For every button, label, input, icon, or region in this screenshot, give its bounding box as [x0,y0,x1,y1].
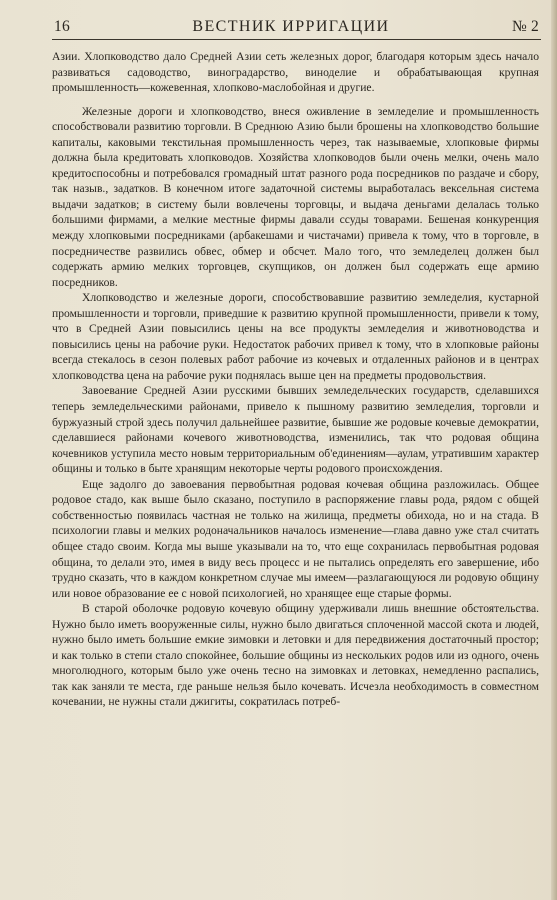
article-body [52,49,539,710]
paragraph-6: В старой оболочке родовую кочевую общину удерживали лишь внешние обстоятельства. Нужно было иметь вооруженные силы, нужно было двигаться сплоченной массой скота и людей, нужно было иметь большие емкие зимовки и летовки и для передвижения достаточный простор; и как только в степи стало спокойнее, большие общины из нескольких родов или из одного, очень многолюдного, которым было уже очень тесно на зимовках и летовках, немедленно распались, так как заняли те места, где раньше нельзя было кочевать. Исчезла необходимость в совместном кочевании, не нужны стали джигиты, сократилась потреб- [52,602,539,709]
paragraph-5: Еще задолго до завоевания первобытная родовая кочевая община разложилась. Общее родовое стадо, как выше было сказано, поступило в распоряжение главы рода, рядом с общей собственностью появилась частная не только на жилища, предметы обихода, но и на стада. В психологии главы и мелких родоначальников началось изменение—глава давно уже стал считать общее стадо своим. Когда мы выше указывали на то, что еще сохранилась первобытная родовая община, то делали это, имея в виду весь процесс и не пытались определять его завершение, ибо трудно сказать, что в каждом конкретном случае мы имеем—разлагающуюся ли родовую общину или новое образование ее с новой психологией, но хранящее еще старые формы. [52,477,539,600]
page-number: 16 [54,18,70,35]
paragraph-3: Хлопководство и железные дороги, способствовавшие развитию земледелия, кустарной промышленности и торговли, приведшие к развитию крупной промышленности, привели к тому, что в Средней Азии повысились цены на все продукты земледелия и животноводства и повысились цены на рабочие руки. Недостаток рабочих привел к тому, что в хлопковые районы всегда стекалось в сезон полевых работ рабочие из кочевых и отдаленных районов и в центрах хлопководства цена на рабочие руки поднялась выше цен на предметы продовольствия. [52,291,539,382]
paragraph-4: Завоевание Средней Азии русскими бывших земледельческих государств, сделавшихся теперь земледельческими районами, привело к пышному развитию земледелия, торговли и буржуазный строй здесь получил дальнейшее развитие, бывшие же родовые кочевые демократии, сделавшиеся районами кочевого животноводства, изменились, так что родовая община кочевников уступила место новым территориальным об'единениям—аулам, утратившим характер общины и только в быте хранящим некоторые черты родового происхождения. [52,384,539,476]
paragraph-2: Железные дороги и хлопководство, внеся оживление в земледелие и промышленность способствовали развитию торговли. В Среднюю Азию были брошены на хлопководство большие капиталы, каковыми текстильная промышленность через, так называемые, хлопковые фирмы должна была кредитовать хлопководов. Хозяйства хлопководов были очень мелки, очень мало кредитоспособны и потребовался громадный штат разного рода посредников по раздаче и сбору, так назыв., задатков. В конечном итоге задаточной системы выработалась вексельная система выдачи задатков; в систему были вовлечены торговцы, и выдача деньгами делалась только большими фирмами, а мелкие местные фирмы давали ссуды товарами. Бешеная конкуренция между хлопковыми посредниками (арбакешами и чистачами) привела к тому, что в торговле, в посредничестве развились обвес, обмер и обсчет. Мало того, что земледелец должен был содержать армию мелких торговцев, скупщиков, он должен был содержать еще армию посредников. [52,104,539,289]
running-header [52,18,541,40]
issue-number: № 2 [511,18,539,35]
page-edge-shadow [551,0,557,900]
paragraph-1: Азии. Хлопководство дало Средней Азии сеть железных дорог, благодаря которым здесь начало развиваться садоводство, виноградарство, виноделие и обрабатывающая крупная промышленность—кожевенная, хлопково-маслобойная и другие. [52,50,539,95]
journal-title: ВЕСТНИК ИРРИГАЦИИ [192,18,390,35]
